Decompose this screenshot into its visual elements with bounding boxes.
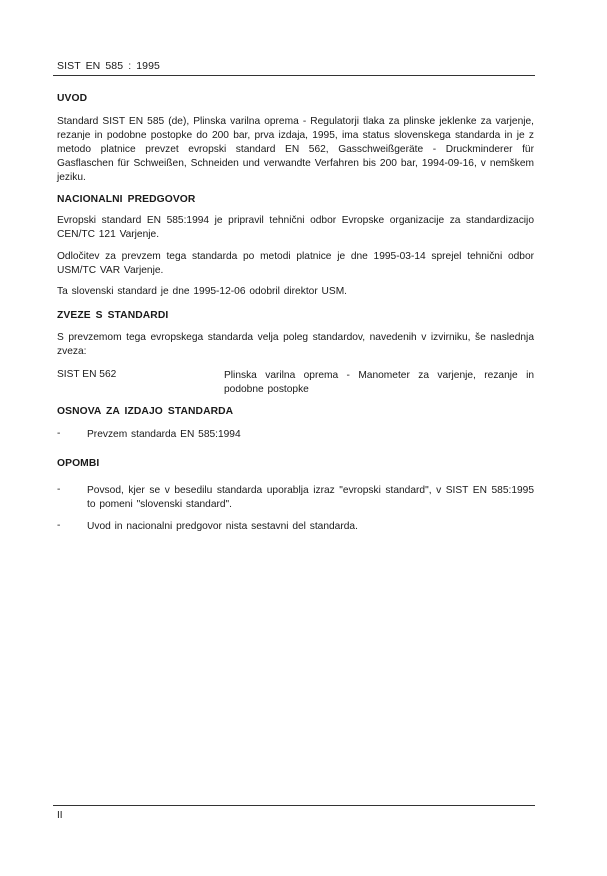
section-heading-osnova: OSNOVA ZA IZDAJO STANDARDA <box>57 406 234 417</box>
uvod-paragraph: Standard SIST EN 585 (de), Plinska varilna oprema - Regulatorji tlaka za plinske jeklenke za varjenje, rezanje in podobne postopke do 200 bar, prva izdaja, 1995, ima status slovenskega standarda in je z metodo platnice prevzet evropski standard EN 562, Gasschweißgeräte - Druckminderer für Gasflaschen für Schweißen, Schneiden und verwandte Verfahren bis 200 bar, 1994-09-16, v nemškem jeziku. <box>57 116 534 183</box>
zveze-paragraph: S prevzemom tega evropskega standarda velja poleg standardov, navedenih v izvirniku, še naslednja zveza: <box>57 332 534 357</box>
section-heading-zveze: ZVEZE S STANDARDI <box>57 310 169 321</box>
header-rule <box>53 75 535 76</box>
predgovor-paragraph-2: Odločitev za prevzem tega standarda po metodi platnice je dne 1995-03-14 sprejel tehnični odbor USM/TC VAR Varjenje. <box>57 251 534 276</box>
list-item-text: Povsod, kjer se v besedilu standarda uporablja izraz "evropski standard", v SIST EN 585:1995 to pomeni "slovenski standard". <box>87 485 534 510</box>
predgovor-paragraph-3: Ta slovenski standard je dne 1995-12-06 odobril direktor USM. <box>57 286 348 297</box>
section-heading-uvod: UVOD <box>57 93 88 104</box>
list-item-text: Uvod in nacionalni predgovor nista sestavni del standarda. <box>87 521 358 532</box>
list-bullet: - <box>57 428 61 439</box>
predgovor-paragraph-1: Evropski standard EN 585:1994 je pripravil tehnični odbor Evropske organizacije za standardizacijo CEN/TC 121 Varjenje. <box>57 215 534 240</box>
page-number: II <box>57 810 63 821</box>
reference-row <box>57 369 534 399</box>
section-heading-opombi: OPOMBI <box>57 458 100 469</box>
document-id-header: SIST EN 585 : 1995 <box>57 60 160 72</box>
reference-code: SIST EN 562 <box>57 369 117 380</box>
list-item-text: Prevzem standarda EN 585:1994 <box>87 429 241 440</box>
footer-rule <box>53 805 535 806</box>
list-bullet: - <box>57 520 61 531</box>
section-heading-nacionalni-predgovor: NACIONALNI PREDGOVOR <box>57 194 196 205</box>
document-page <box>57 0 535 876</box>
reference-title: Plinska varilna oprema - Manometer za varjenje, rezanje in podobne postopke <box>224 370 534 395</box>
list-bullet: - <box>57 484 61 495</box>
